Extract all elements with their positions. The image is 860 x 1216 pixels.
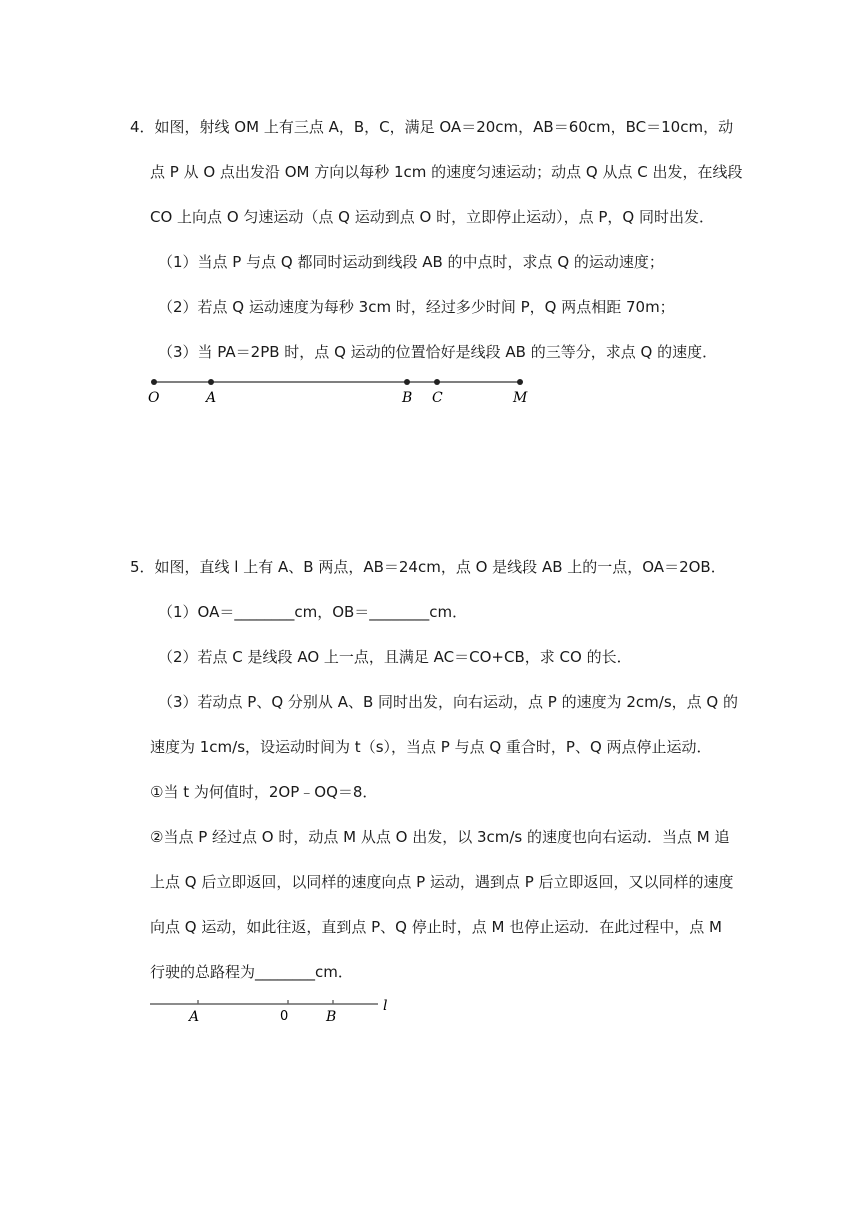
problem-5-part-2: （2）若点 C 是线段 AO 上一点，且满足 AC＝CO+CB，求 CO 的长．	[158, 648, 632, 666]
problem-5-sub-2: ②当点 P 经过点 O 时，动点 M 从点 O 出发，以 3cm/s 的速度也向右运动．当点 M 追	[150, 828, 730, 846]
problem-4-number-line-figure	[140, 372, 540, 412]
problem-5-sub-2-cont-1: 上点 Q 后立即返回，以同样的速度向点 P 运动，遇到点 P 后立即返回，又以同样的速度	[150, 873, 734, 891]
label-a: A	[206, 390, 217, 406]
label-l: l	[383, 998, 388, 1014]
label-a: A	[189, 1009, 200, 1025]
problem-4-line-1: 4．如图，射线 OM 上有三点 A，B，C，满足 OA＝20cm，AB＝60cm，BC＝10cm，动	[130, 118, 734, 136]
problem-5-sub-2-cont-3: 行驶的总路程为________cm．	[150, 963, 353, 981]
label-m: M	[513, 390, 528, 406]
point-m-dot	[517, 379, 523, 385]
point-c-dot	[434, 379, 440, 385]
problem-4-part-2: （2）若点 Q 运动速度为每秒 3cm 时，经过多少时间 P，Q 两点相距 70m；	[158, 298, 675, 316]
point-a-dot	[208, 379, 214, 385]
problem-5-line-1: 5．如图，直线 l 上有 A、B 两点，AB＝24cm，点 O 是线段 AB 上的一点，OA＝2OB．	[130, 558, 726, 576]
label-c: C	[432, 390, 443, 406]
problem-4-line-3: CO 上向点 O 匀速运动（点 Q 运动到点 O 时，立即停止运动），点 P，Q 同时出发．	[150, 208, 714, 226]
problem-5-sub-2-cont-2: 向点 Q 运动，如此往返，直到点 P、Q 停止时，点 M 也停止运动．在此过程中，点 M	[150, 918, 722, 936]
problem-5-part-3: （3）若动点 P、Q 分别从 A、B 同时出发，向右运动，点 P 的速度为 2cm/s，点 Q 的	[158, 693, 738, 711]
point-o-dot	[151, 379, 157, 385]
problem-5-part-1: （1）OA＝________cm，OB＝________cm．	[158, 603, 468, 621]
point-b-dot	[404, 379, 410, 385]
label-b: B	[326, 1009, 337, 1025]
problem-5-sub-1: ①当 t 为何值时，2OP﹣OQ＝8．	[150, 783, 378, 801]
problem-5-part-3-cont: 速度为 1cm/s，设运动时间为 t（s），当点 P 与点 Q 重合时，P、Q 两点停止运动．	[150, 738, 712, 756]
problem-4-part-1: （1）当点 P 与点 Q 都同时运动到线段 AB 的中点时，求点 Q 的运动速度；	[158, 253, 664, 271]
problem-5-line-l-figure	[140, 994, 400, 1028]
label-o: O	[148, 390, 160, 406]
problem-4-line-2: 点 P 从 O 点出发沿 OM 方向以每秒 1cm 的速度匀速运动；动点 Q 从点 C 出发，在线段	[150, 163, 743, 181]
label-o: 0	[280, 1009, 289, 1024]
label-b: B	[402, 390, 413, 406]
problem-4-part-3: （3）当 PA＝2PB 时，点 Q 运动的位置恰好是线段 AB 的三等分，求点 Q 的速度．	[158, 343, 718, 361]
